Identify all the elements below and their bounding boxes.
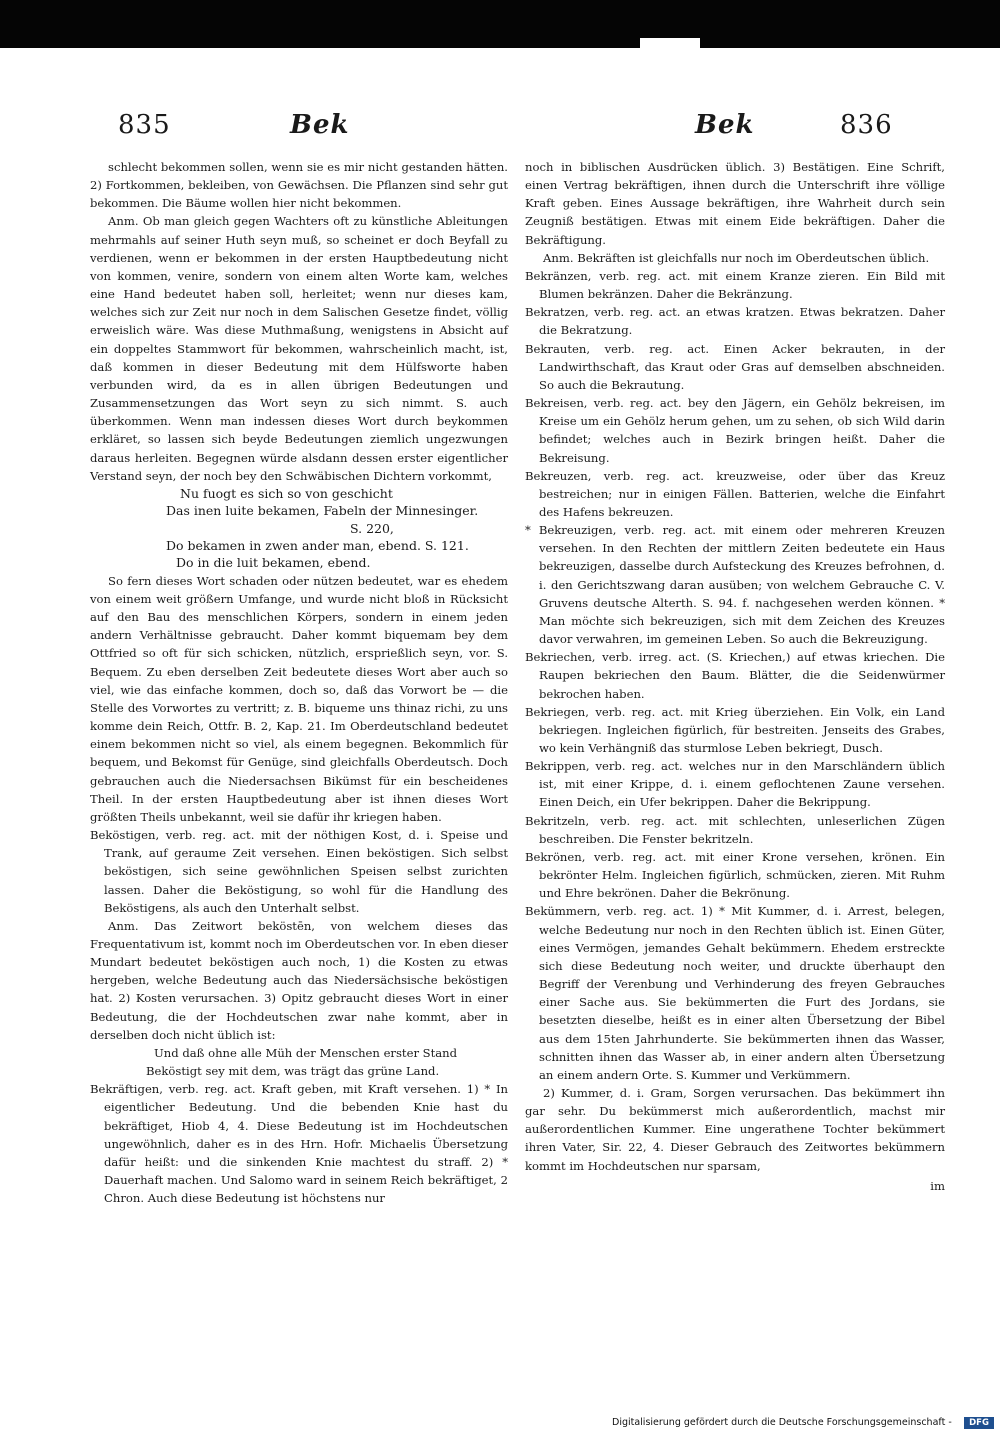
- verse-line: Do bekamen in zwen ander man, ebend. S. 121.: [166, 538, 469, 554]
- dictionary-entry-bekrippen: Bekrippen, verb. reg. act. welches nur in den Marschländern üblich ist, mit einer Krippe, d. i. einem geflochtenen Zaune versehen. Einen Deich, ein Ufer bekrippen. Daher die Bekrippung.: [525, 759, 945, 810]
- continuation-paragraph: noch in biblischen Ausdrücken üblich. 3) Bestätigen. Eine Schrift, einen Vertrag bekräftigen, ihnen durch die Unterschrift ihre völlige Kraft geben. Eines Aussage bekräftigen, ihre Wahrheit durch sein Zeugniß bestätigen. Etwas mit einem Eide bekräftigen. Daher die Bekräftigung.: [525, 160, 945, 247]
- verse-line: Nu fuogt es sich so von geschicht: [180, 485, 393, 501]
- scan-top-border: [0, 0, 1000, 48]
- verse-reference: S. 220,: [350, 520, 394, 536]
- verse-line: Beköstigt sey mit dem, was trägt das grüne Land.: [146, 1064, 440, 1079]
- dictionary-entry-bekreisen: Bekreisen, verb. reg. act. bey den Jägern, ein Gehölz bekreisen, im Kreise um ein Gehölz herum gehen, um zu sehen, ob sich Wild darin befindet; welches auch in Bezirk bringen heißt. Daher die Bekreisung.: [525, 396, 945, 465]
- dfg-logo-icon: DFG: [964, 1417, 994, 1429]
- right-text-column: [525, 158, 945, 1195]
- dictionary-entry-bekriechen: Bekriechen, verb. irreg. act. (S. Kriechen,) auf etwas kriechen. Die Raupen bekriechen den Baum. Blätter, die die Seidenwürmer bekrochen haben.: [525, 650, 945, 701]
- right-running-head: Bek: [695, 110, 755, 140]
- dictionary-entry-bekritzeln: Bekritzeln, verb. reg. act. mit schlechten, unleserlichen Zügen beschreiben. Die Fenster bekritzeln.: [525, 813, 945, 846]
- verse-line: Do in die luit bekamen, ebend.: [176, 555, 371, 571]
- dictionary-entry-bekoestigen: Beköstigen, verb. reg. act. mit der nöthigen Kost, d. i. Speise und Trank, auf geraume Zeit versehen. Einen beköstigen. Sich selbst beköstigen, sich seine gewöhnlichen Speisen selbst zurichten lassen. Daher die Beköstigung, so wohl für die Handlung des Beköstigens, als auch den Unterhalt selbst.: [90, 828, 508, 915]
- dictionary-entry-bekraenzen: Bekränzen, verb. reg. act. mit einem Kranze zieren. Ein Bild mit Blumen bekränzen. Daher die Bekränzung.: [525, 268, 945, 302]
- left-page-number: 835: [118, 110, 171, 140]
- right-page-number: 836: [840, 110, 893, 140]
- dictionary-entry-bekraeftigen: Bekräftigen, verb. reg. act. Kraft geben, mit Kraft versehen. 1) * In eigentlicher Bedeutung. Und die bebenden Knie hast du bekräftiget, Hiob 4, 4. Diese Bedeutung ist im Hochdeutschen ungewöhnlich, daher es in des Hrn. Hofr. Michaelis Übersetzung dafür heißt: und die sinkenden Knie machtest du straff. 2) * Dauerhaft machen. Und Salomo ward in seinem Reich bekräftiget, 2 Chron. Auch diese Bedeutung ist höchstens nur: [90, 1082, 508, 1206]
- verse-line: Das inen luite bekamen, Fabeln der Minnesinger.: [166, 503, 479, 519]
- sense-paragraph: 2) Kummer, d. i. Gram, Sorgen verursachen. Das bekümmert ihn gar sehr. Du bekümmerst mich außerordentlich, machst mir außerordentlichen Kummer. Eine ungerathene Tochter bekümmert ihren Vater, Sir. 22, 4. Dieser Gebrauch des Zeitwortes bekümmern kommt im Hochdeutschen nur sparsam,: [525, 1085, 945, 1173]
- catchword: im: [930, 1178, 945, 1193]
- digitization-credit: [612, 1416, 994, 1430]
- dictionary-entry-bekuemmern: Bekümmern, verb. reg. act. 1) * Mit Kummer, d. i. Arrest, belegen, welche Bedeutung nur noch in den Rechten üblich ist. Einen Güter, eines Vermögen, jemandes Gehalt bekümmern. Ehedem erstreckte sich diese Bedeutung noch weiter, und druckte überhaupt den Begriff der Verenbung und Verhinderung des freyen Gebrauches einer Sache aus. Sie bekümmerten die Furt des Jordans, sie besetzten dieselbe, heißt es in einer alten Übersetzung der Bibel aus dem 15ten Jahrhunderte. Sie bekümmerten ihnen das Wasser, schnitten ihnen das Wasser ab, in einer andern alten Übersetzung an einem andern Orte. S. Kummer und Verkümmern.: [525, 904, 945, 1082]
- continuation-paragraph: schlecht bekommen sollen, wenn sie es mir nicht gestanden hätten. 2) Fortkommen, bekleiben, von Gewächsen. Die Pflanzen sind sehr gut bekommen. Die Bäume wollen hier nicht bekommen.: [90, 160, 508, 211]
- annotation-paragraph: Anm. Ob man gleich gegen Wachters oft zu künstliche Ableitungen mehrmahls auf seiner Huth seyn muß, so scheinet er doch Beyfall zu verdienen, wenn er bekommen in der ersten Hauptbedeutung nicht von kommen, venire, sondern von einem alten Worte kam, welches eine Hand bedeutet haben soll, herleitet; wenn nur dieses kam, welches sich zur Zeit nur noch in dem Salischen Gesetze findet, völlig erweislich wäre. Was diese Muthmaßung, wenigstens in Absicht auf ein doppeltes Stammwort für bekommen, wahrscheinlich macht, ist, daß kommen in dieser Bedeutung mit dem Hülfsworte haben verbunden wird, da es in allen übrigen Bedeutungen und Zusammensetzungen das Wort seyn zu sich nimmt. S. auch überkommen. Wenn man indessen dieses Wort durch beykommen erkläret, so lassen sich beyde Bedeutungen ziemlich ungezwungen daraus herleiten. Begegnen würde alsdann dessen erster eigentlicher Verstand seyn, der noch bey den Schwäbischen Dichtern vorkommt,: [90, 214, 508, 483]
- annotation-paragraph: Anm. Bekräften ist gleichfalls nur noch im Oberdeutschen üblich.: [543, 250, 930, 265]
- scan-edge-notch: [640, 38, 700, 50]
- dictionary-entry-bekriegen: Bekriegen, verb. reg. act. mit Krieg überziehen. Ein Volk, ein Land bekriegen. Ingleichen figürlich, für bestreiten. Jenseits des Grabes, wo kein Verhängniß das sturmlose Leben bekriegt, Dusch.: [525, 704, 945, 755]
- left-running-head: Bek: [290, 110, 350, 140]
- annotation-paragraph: So fern dieses Wort schaden oder nützen bedeutet, war es ehedem von einem weit größern Umfange, und wurde nicht bloß in Rücksicht auf den Bau des menschlichen Körpers, sondern in einem jeden andern Verhältnisse gebraucht. Daher kommt biquemam bey dem Ottfried so oft für sich schicken, nützlich, ersprießlich seyn, vor. S. Bequem. Zu eben derselben Zeit bedeutete dieses Wort aber auch so viel, wie das einfache kommen, doch so, daß das Vorwort be — die Stelle des Vorwortes zu vertritt; z. B. biqueme uns thinaz richi, zu uns komme dein Reich, Ottfr. B. 2, Kap. 21. Im Oberdeutschland bedeutet einem bekommen nicht so viel, als einem begegnen. Bekommlich für bequem, und Bekomst für Genüge, sind gleichfalls Oberdeutsch. Doch gebrauchen auch die Niedersachsen Bikümst für ein bescheidenes Theil. In der ersten Hauptbedeutung aber ist ihnen dieses Wort größten Theils unbekannt, weil sie dafür ihr kriegen haben.: [90, 573, 508, 824]
- dictionary-entry-bekreuzen: Bekreuzen, verb. reg. act. kreuzweise, oder über das Kreuz bestreichen; nur in einigen Fällen. Batterien, welche die Einfahrt des Hafens bekreuzen.: [525, 468, 945, 519]
- dictionary-entry-bekroenen: Bekrönen, verb. reg. act. mit einer Krone versehen, krönen. Ein bekrönter Helm. Ingleichen figürlich, schmücken, zieren. Mit Ruhm und Ehre bekrönen. Daher die Bekrönung.: [525, 849, 945, 901]
- verse-line: Und daß ohne alle Müh der Menschen erster Stand: [154, 1045, 458, 1060]
- left-text-column: [90, 158, 508, 1207]
- dictionary-entry-bekratzen: Bekratzen, verb. reg. act. an etwas kratzen. Etwas bekratzen. Daher die Bekratzung.: [525, 305, 945, 338]
- annotation-paragraph: Anm. Das Zeitwort beköstēn, von welchem dieses das Frequentativum ist, kommt noch im Oberdeutschen vor. In eben dieser Mundart bedeutet beköstigen auch noch, 1) die Kosten zu etwas hergeben, welche Bedeutung auch das Niedersächsische beköstigen hat. 2) Kosten verursachen. 3) Opitz gebraucht dieses Wort in einer Bedeutung, die der Hochdeutschen zwar nahe kommt, aber in derselben doch nicht üblich ist:: [90, 918, 509, 1042]
- dictionary-entry-bekreuzigen: * Bekreuzigen, verb. reg. act. mit einem oder mehreren Kreuzen versehen. In den Rechten der mittlern Zeiten bedeutete ein Haus bekreuzigen, dasselbe durch Aufsteckung des Kreuzes befrohnen, d. i. den Gerichtszwang daran ausüben; von welchem Gebrauche C. V. Gruvens deutsche Alterth. S. 94. f. nachgesehen werden können. * Man möchte sich bekreuzigen, sich mit dem Zeichen des Kreuzes davor verwahren, im gemeinen Leben. So auch die Bekreuzigung.: [525, 523, 945, 647]
- dictionary-entry-bekrauten: Bekrauten, verb. reg. act. Einen Acker bekrauten, in der Landwirthschaft, das Kraut oder Gras auf demselben abschneiden. So auch die Bekrautung.: [525, 341, 945, 392]
- funding-notice: Digitalisierung gefördert durch die Deutsche Forschungsgemeinschaft -: [612, 1417, 952, 1428]
